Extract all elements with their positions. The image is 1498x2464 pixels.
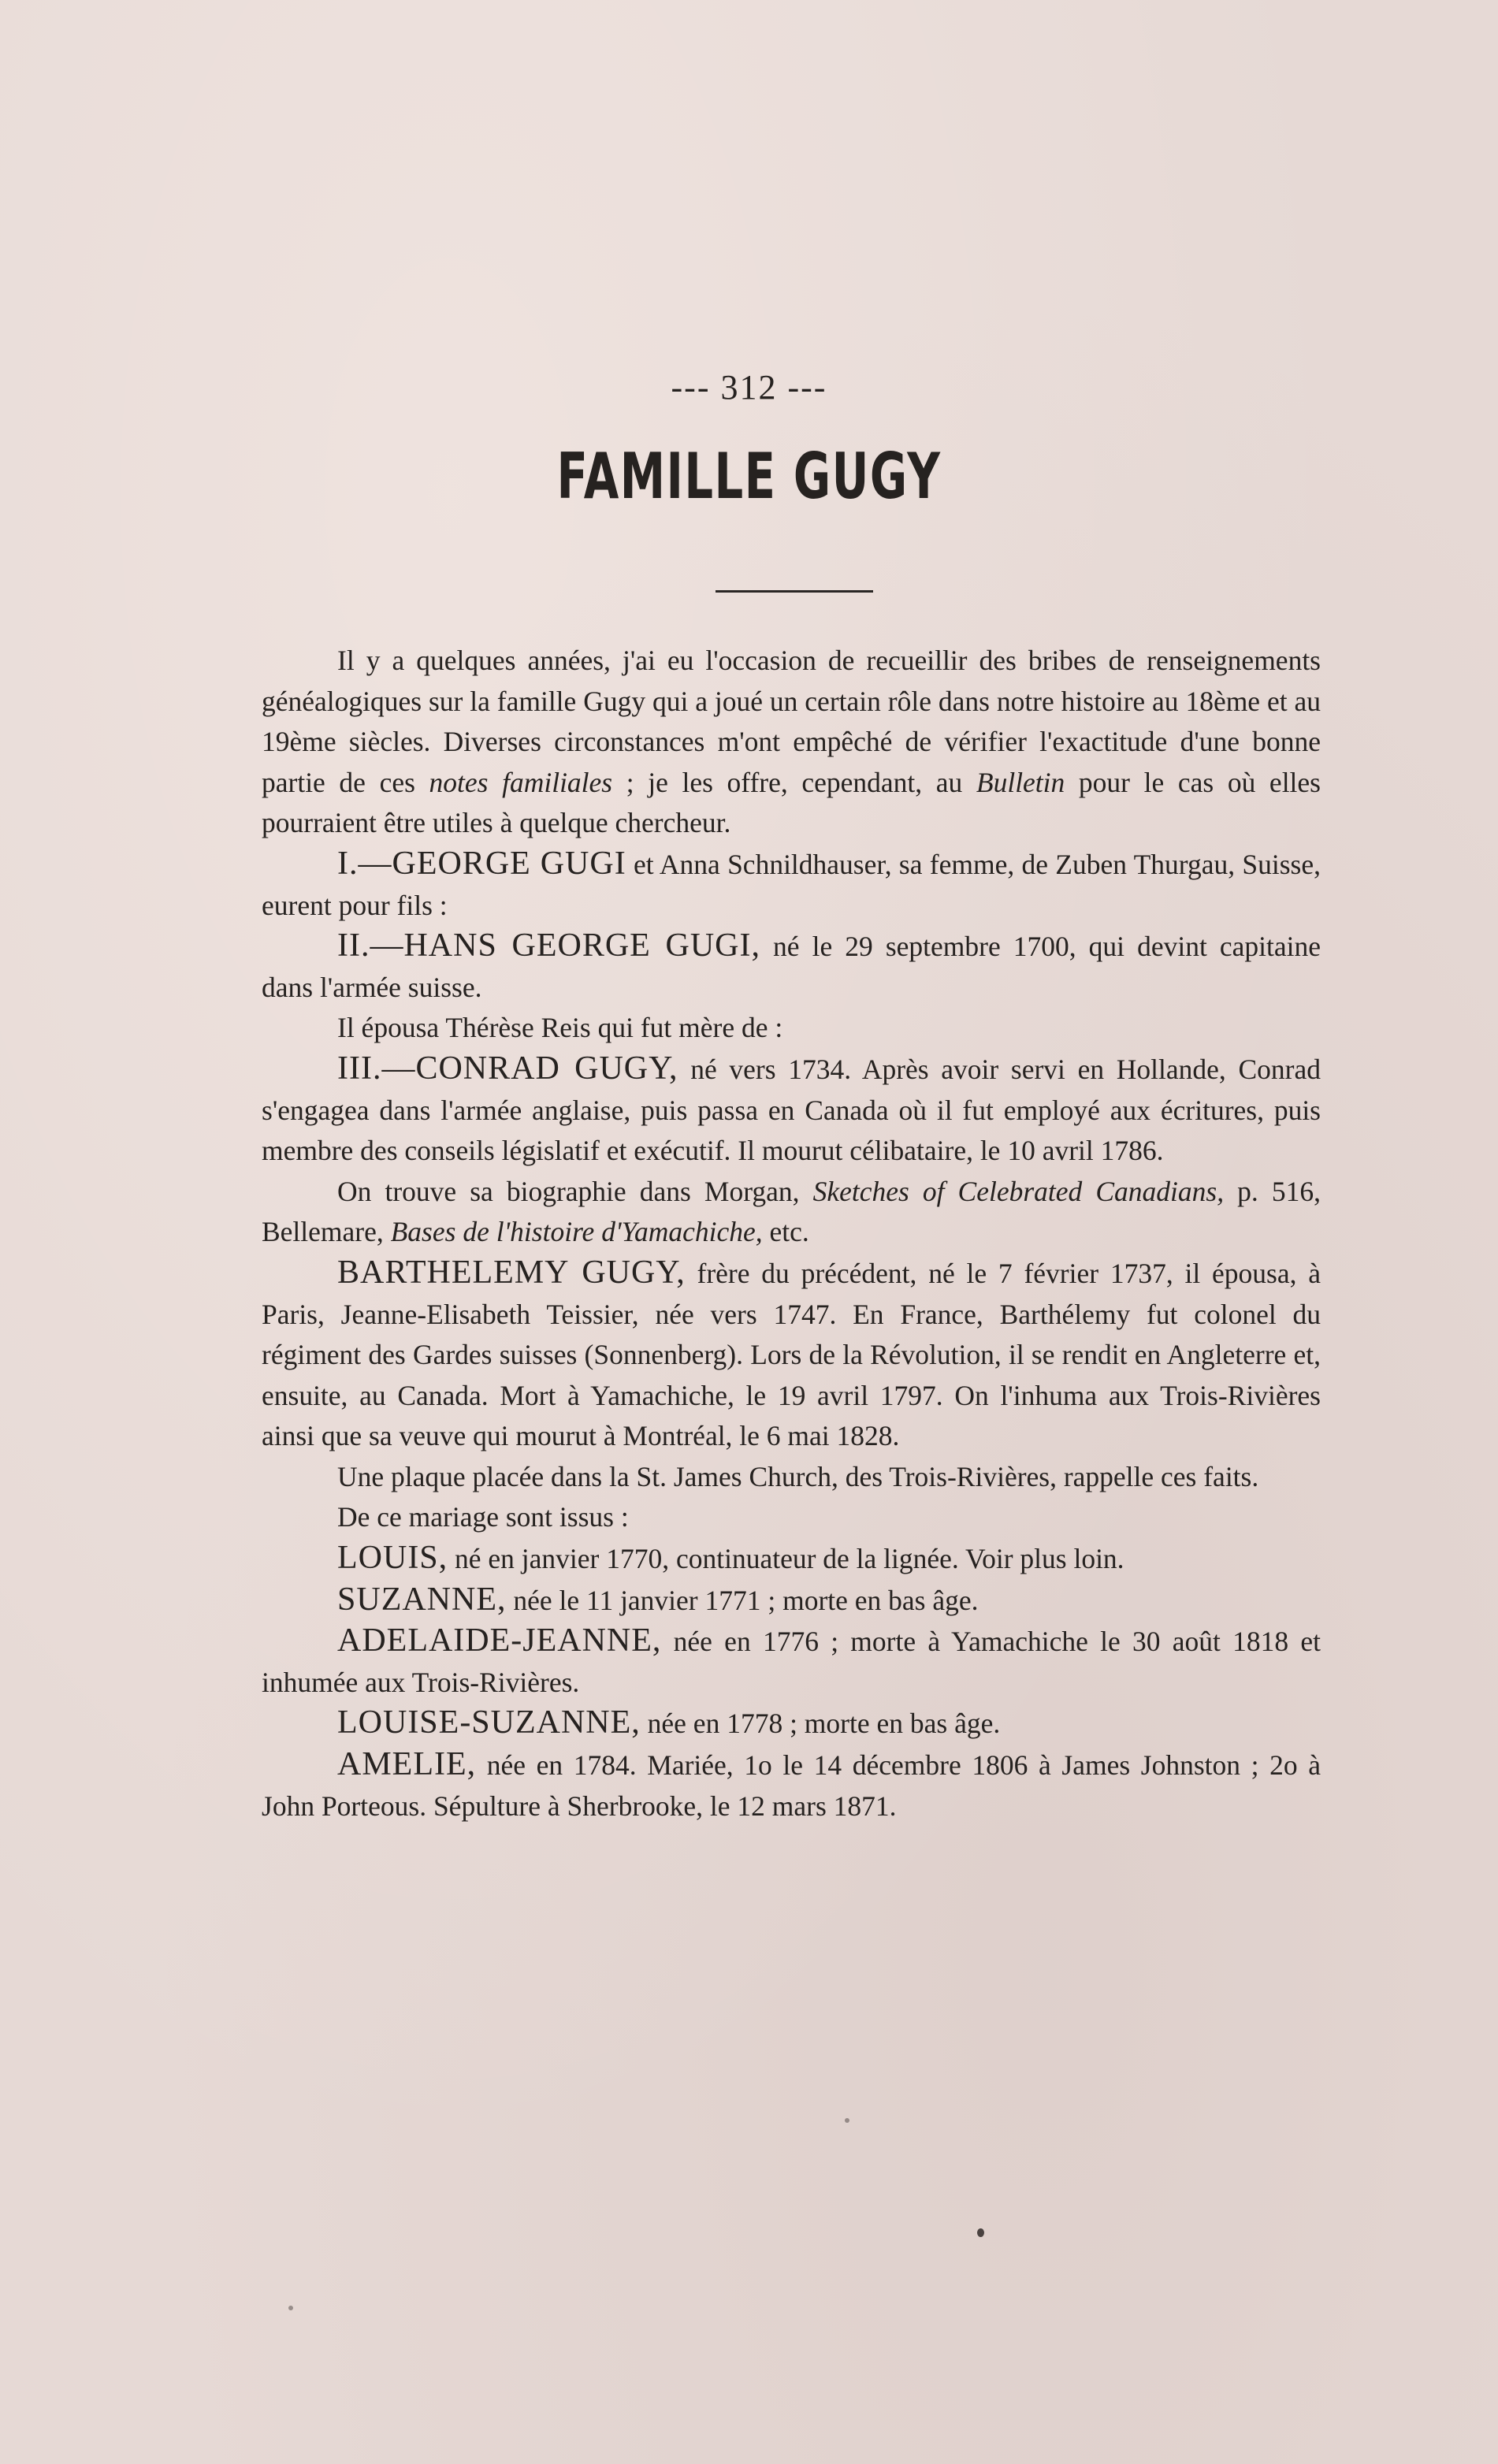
entry-text: née en 1776 ; morte à Yamachiche le 30 août 1818 et inhumée aux Trois-Rivières. [262,1626,1321,1698]
entry-text: née en 1778 ; morte en bas âge. [640,1708,1001,1740]
title-rule [716,590,873,593]
paper-speck [288,2306,293,2310]
intro-text-b: ; je les offre, cependant, au [612,766,976,798]
entry-name: BARTHELEMY GUGY, [337,1254,686,1291]
entry-name: SUZANNE, [337,1581,507,1618]
bio-text-b: p. 516, Bellemare, [262,1175,1321,1248]
paragraph-issue: De ce mariage sont issus : [337,1501,629,1533]
entry-name: I.—GEORGE GUGI [337,845,626,882]
bio-text-a: On trouve sa biographie dans Morgan, [337,1175,813,1207]
paragraph-conrad-gugy [262,1049,1321,1172]
entry-name: LOUISE-SUZANNE, [337,1704,641,1741]
entry-text: frère du précédent, né le 7 février 1737, il épousa, à Paris, Jeanne-Elisabeth Teissier, née vers 1747. En France, Barthélemy fut colonel du régiment des Gardes suisses (Sonnenberg). Lors de la Révolution, il se rendit en Angleterre et, ensuite, au Canada. Mort à Yamachiche, le 19 avril 1797. On l'inhuma aux Trois-Rivières ainsi que sa veuve qui mourut à Montréal, le 6 mai 1828. [262,1257,1321,1452]
page-title: FAMILLE GUGY [556,440,942,513]
entry-name: II.—HANS GEORGE GUGI, [337,927,760,964]
intro-text-a: Il y a quelques années, j'ai eu l'occasion de recueillir des bribes de renseignements généalogiques sur la famille Gugy qui a joué un certain rôle dans notre histoire au 18ème et au 19ème siècles. Diverses circonstances m'ont empêché de vérifier l'exactitude d'une bonne partie de ces [262,645,1321,798]
paragraph-suzanne [262,1580,1321,1622]
entry-text: né le 29 septembre 1700, qui devint capitaine dans l'armée suisse. [262,931,1321,1003]
entry-name: ADELAIDE-JEANNE, [337,1622,662,1659]
entry-name: AMELIE, [337,1746,477,1783]
bio-emphasis-bases: Bases de l'histoire d'Yamachiche, [390,1216,763,1248]
paragraph-louise-suzanne [262,1703,1321,1745]
intro-emphasis-bulletin: Bulletin [976,766,1065,798]
paragraph-therese-reis: Il épousa Thérèse Reis qui fut mère de : [337,1012,783,1044]
entry-text: et Anna Schnildhauser, sa femme, de Zuben Thurgau, Suisse, eurent pour fils : [262,848,1321,921]
paragraph-intro [262,641,1321,844]
paragraph-plaque: Une plaque placée dans la St. James Church, des Trois-Rivières, rappelle ces faits. [337,1460,1259,1492]
paragraph-adelaide-jeanne [262,1621,1321,1703]
entry-text: née en 1784. Mariée, 1o le 14 décembre 1806 à James Johnston ; 2o à John Porteous. Sépulture à Sherbrooke, le 12 mars 1871. [262,1749,1321,1822]
entry-text: né en janvier 1770, continuateur de la lignée. Voir plus loin. [448,1543,1124,1575]
bio-emphasis-sketches: Sketches of Celebrated Canadians, [812,1175,1225,1207]
paragraph-hans-george-gugi [262,926,1321,1008]
bio-text-c: etc. [762,1216,809,1248]
entry-text: né vers 1734. Après avoir servi en Hollande, Conrad s'engagea dans l'armée anglaise, puis passa en Canada où il fut employé aux écritures, puis membre des conseils législatif et exécutif. Il mourut célibataire, le 10 avril 1786. [262,1053,1321,1167]
entry-name: LOUIS, [337,1540,448,1577]
body-text [262,641,1321,1827]
paper-speck [845,2118,849,2123]
entry-name: III.—CONRAD GUGY, [337,1050,678,1087]
page-number: --- 312 --- [671,368,827,407]
paragraph-amelie [262,1745,1321,1827]
entry-text: née le 11 janvier 1771 ; morte en bas âge. [506,1584,979,1616]
paragraph-barthelemy-gugy [262,1253,1321,1457]
intro-emphasis-notes: notes familiales [429,766,613,798]
paragraph-louis [262,1538,1321,1580]
paragraph-biography [262,1172,1321,1253]
paper-speck [977,2228,984,2237]
paragraph-george-gugi [262,844,1321,926]
intro-text-c: pour le cas où elles pourraient être utiles à quelque chercheur. [262,766,1321,839]
